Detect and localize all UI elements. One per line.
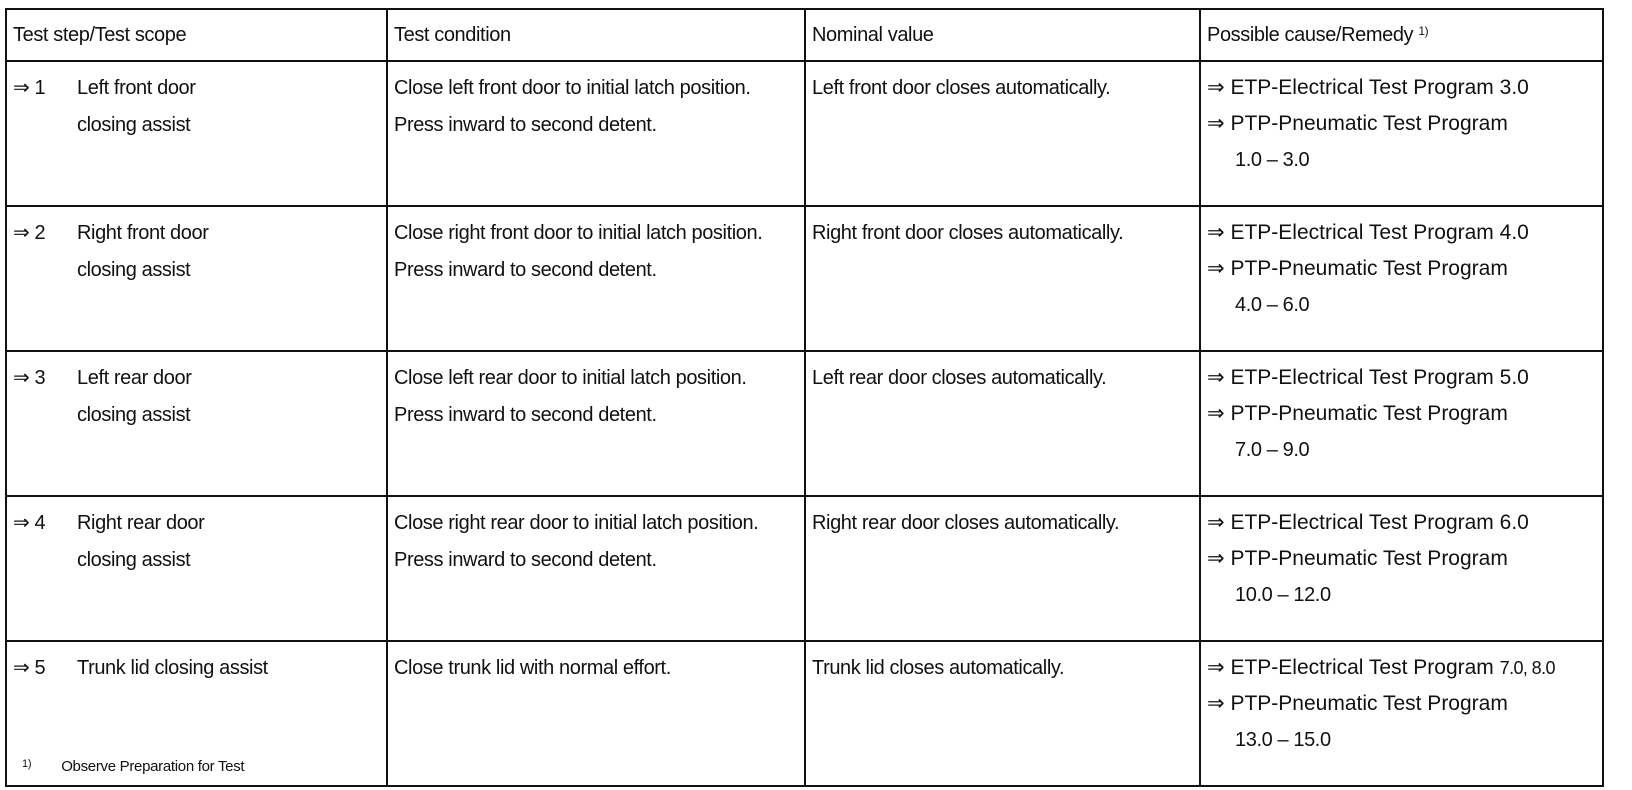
ptp-link[interactable]: ⇒ PTP-Pneumatic Test Program <box>1207 547 1508 570</box>
footnote-mark: 1) <box>22 758 32 770</box>
header-remedy <box>1200 9 1603 61</box>
step-cell <box>6 206 387 351</box>
remedy-cell <box>1200 641 1603 786</box>
step-number: ⇒ 2 <box>13 222 46 244</box>
nominal-cell: Right rear door closes automatically. <box>805 496 1200 641</box>
remedy-cell <box>1200 206 1603 351</box>
step-scope: Right rear door closing assist <box>77 512 205 571</box>
arrow-icon: ⇒ <box>13 77 30 99</box>
arrow-icon: ⇒ <box>13 222 30 244</box>
header-nominal: Nominal value <box>805 9 1200 61</box>
arrow-icon: ⇒ <box>1207 366 1225 389</box>
arrow-icon: ⇒ <box>13 367 30 389</box>
test-table <box>5 8 1604 787</box>
step-scope: Trunk lid closing assist <box>77 657 268 679</box>
table-row <box>6 206 1603 351</box>
step-cell <box>6 351 387 496</box>
etp-link[interactable]: ⇒ ETP-Electrical Test Program 7.0, 8.0 <box>1207 656 1555 679</box>
header-remedy-label: Possible cause/Remedy <box>1207 23 1414 46</box>
remedy-cell <box>1200 351 1603 496</box>
etp-link[interactable]: ⇒ ETP-Electrical Test Program 4.0 <box>1207 221 1529 244</box>
condition-cell: Close trunk lid with normal effort. <box>387 641 805 786</box>
arrow-icon: ⇒ <box>1207 76 1225 99</box>
arrow-icon: ⇒ <box>1207 257 1225 280</box>
arrow-icon: ⇒ <box>13 657 30 679</box>
ptp-range: 4.0 – 6.0 <box>1235 294 1310 316</box>
ptp-link[interactable]: ⇒ PTP-Pneumatic Test Program <box>1207 257 1508 280</box>
arrow-icon: ⇒ <box>1207 221 1225 244</box>
ptp-range: 1.0 – 3.0 <box>1235 149 1310 171</box>
condition-cell: Close right front door to initial latch position. Press inward to second detent. <box>387 206 805 351</box>
nominal-cell: Left rear door closes automatically. <box>805 351 1200 496</box>
ptp-link[interactable]: ⇒ PTP-Pneumatic Test Program <box>1207 692 1508 715</box>
arrow-icon: ⇒ <box>1207 547 1225 570</box>
step-cell <box>6 61 387 206</box>
condition-cell: Close left rear door to initial latch position. Press inward to second detent. <box>387 351 805 496</box>
footnote-text: Observe Preparation for Test <box>61 758 245 775</box>
remedy-cell <box>1200 61 1603 206</box>
arrow-icon: ⇒ <box>1207 112 1225 135</box>
etp-link[interactable]: ⇒ ETP-Electrical Test Program 5.0 <box>1207 366 1529 389</box>
arrow-icon: ⇒ <box>1207 692 1225 715</box>
table-row <box>6 496 1603 641</box>
step-number: ⇒ 3 <box>13 367 46 389</box>
ptp-link[interactable]: ⇒ PTP-Pneumatic Test Program <box>1207 112 1508 135</box>
table-row <box>6 61 1603 206</box>
arrow-icon: ⇒ <box>1207 402 1225 425</box>
table-row <box>6 641 1603 786</box>
ptp-range: 10.0 – 12.0 <box>1235 584 1331 606</box>
arrow-icon: ⇒ <box>1207 511 1225 534</box>
step-number: ⇒ 1 <box>13 77 46 99</box>
nominal-cell: Trunk lid closes automatically. <box>805 641 1200 786</box>
etp-link[interactable]: ⇒ ETP-Electrical Test Program 3.0 <box>1207 76 1529 99</box>
step-number: ⇒ 5 <box>13 657 46 679</box>
nominal-cell: Right front door closes automatically. <box>805 206 1200 351</box>
header-condition: Test condition <box>387 9 805 61</box>
step-scope: Left front door closing assist <box>77 77 196 136</box>
step-number: ⇒ 4 <box>13 512 46 534</box>
condition-cell: Close left front door to initial latch position. Press inward to second detent. <box>387 61 805 206</box>
header-step: Test step/Test scope <box>6 9 387 61</box>
condition-cell: Close right rear door to initial latch position. Press inward to second detent. <box>387 496 805 641</box>
footnote <box>22 758 244 775</box>
remedy-cell <box>1200 496 1603 641</box>
ptp-range: 13.0 – 15.0 <box>1235 729 1331 751</box>
etp-link[interactable]: ⇒ ETP-Electrical Test Program 6.0 <box>1207 511 1529 534</box>
step-scope: Right front door closing assist <box>77 222 209 281</box>
arrow-icon: ⇒ <box>1207 656 1225 679</box>
table-row <box>6 351 1603 496</box>
nominal-cell: Left front door closes automatically. <box>805 61 1200 206</box>
header-row <box>6 9 1603 61</box>
footnote-ref: 1) <box>1418 23 1429 38</box>
ptp-range: 7.0 – 9.0 <box>1235 439 1310 461</box>
arrow-icon: ⇒ <box>13 512 30 534</box>
step-cell <box>6 496 387 641</box>
ptp-link[interactable]: ⇒ PTP-Pneumatic Test Program <box>1207 402 1508 425</box>
step-scope: Left rear door closing assist <box>77 367 192 426</box>
